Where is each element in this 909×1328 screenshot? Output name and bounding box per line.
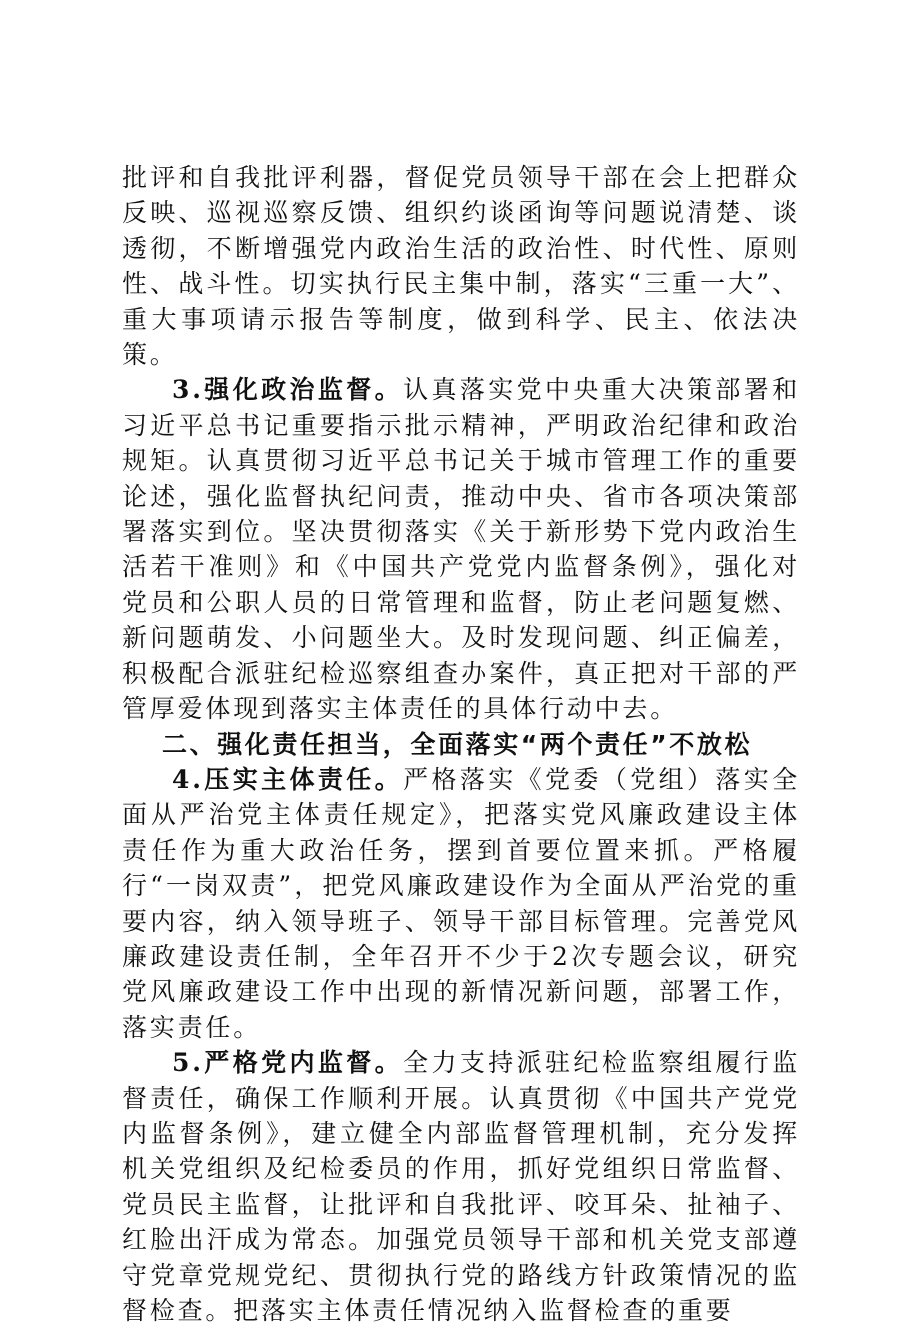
paragraph-text: 全力支持派驻纪检监察组履行监督责任，确保工作顺利开展。认真贯彻《中国共产党党内监督条例》，建立健全内部监督管理机制，充分发挥机关党组织及纪检委员的作用，抓好党组织日常监督、党员民主监督，让批评和自我批评、咬耳朵、扯袖子、红脸出汗成为常态。加强党员领导干部和机关党支部遵守党章党规党纪、贯彻执行党的路线方针政策情况的监督检查。把落实主体责任情况纳入监督检查的重要	[122, 1048, 800, 1325]
paragraph-lead: 3.强化政治监督。	[172, 375, 404, 405]
paragraph-main-responsibility	[122, 762, 800, 1045]
paragraph-text: 批评和自我批评利器，督促党员领导干部在会上把群众反映、巡视巡察反馈、组织约谈函询等问题说清楚、谈透彻，不断增强党内政治生活的政治性、时代性、原则性、战斗性。切实执行民主集中制，落实“三重一大”、重大事项请示报告等制度，做到科学、民主、依法决策。	[122, 163, 800, 370]
paragraph-continued	[122, 160, 800, 372]
document-body	[122, 160, 800, 1328]
section-heading: 二、强化责任担当，全面落实“两个责任”不放松	[162, 729, 753, 759]
paragraph-text: 认真落实党中央重大决策部署和习近平总书记重要指示批示精神，严明政治纪律和政治规矩。认真贯彻习近平总书记关于城市管理工作的重要论述，强化监督执纪问责，推动中央、省市各项决策部署落实到位。坚决贯彻落实《关于新形势下党内政治生活若干准则》和《中国共产党党内监督条例》，强化对党员和公职人员的日常管理和监督，防止老问题复燃、新问题萌发、小问题坐大。及时发现问题、纠正偏差，积极配合派驻纪检巡察组查办案件，真正把对干部的严管厚爱体现到落实主体责任的具体行动中去。	[122, 375, 800, 724]
paragraph-text: 严格落实《党委（党组）落实全面从严治党主体责任规定》，把落实党风廉政建设主体责任作为重大政治任务，摆到首要位置来抓。严格履行“一岗双责”，把党风廉政建设作为全面从严治党的重要内容，纳入领导班子、领导干部目标管理。完善党风廉政建设责任制，全年召开不少于2次专题会议，研究党风廉政建设工作中出现的新情况新问题，部署工作，落实责任。	[122, 764, 800, 1042]
paragraph-lead: 5.严格党内监督。	[172, 1048, 404, 1078]
paragraph-political-supervision	[122, 372, 800, 726]
paragraph-lead: 4.压实主体责任。	[172, 764, 404, 794]
